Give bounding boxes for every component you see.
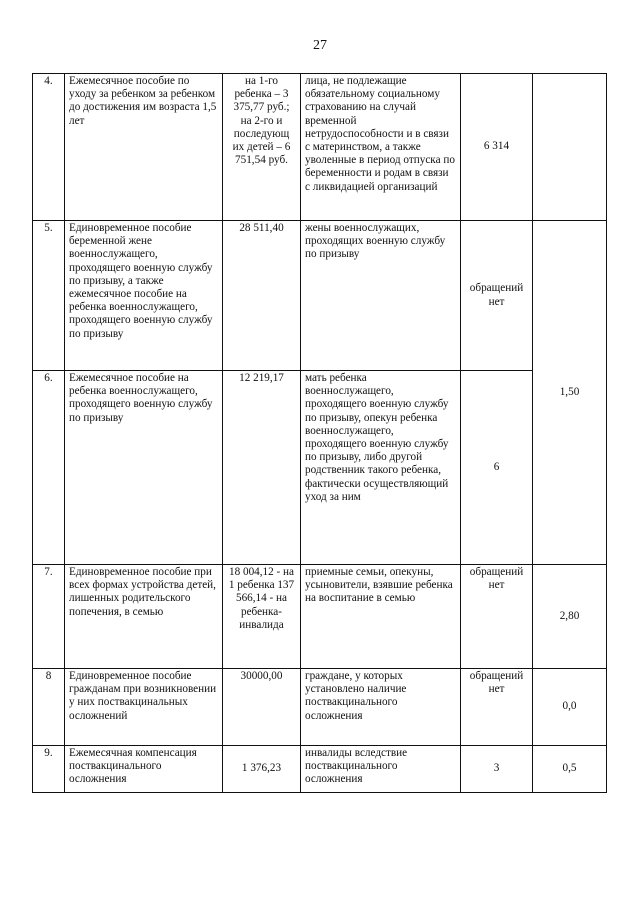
row-number: 6.: [33, 371, 65, 565]
benefits-table: [32, 73, 607, 793]
row-number: 5.: [33, 221, 65, 371]
row-number: 4.: [33, 74, 65, 221]
coefficient: 0,5: [533, 746, 607, 793]
benefit-amount: 12 219,17: [223, 371, 301, 565]
benefit-name: Ежемесячное пособие на ребенка военнослужащего, проходящего военную службу по призыву: [65, 371, 223, 565]
benefit-name: Ежемесячная компенсация поствакцинального осложнения: [65, 746, 223, 793]
benefit-amount: 28 511,40: [223, 221, 301, 371]
benefit-amount: 18 004,12 - на 1 ребенка 137 566,14 - на ребенка-инвалида: [223, 565, 301, 669]
recipients: лица, не подлежащие обязательному социальному страхованию на случай временной нетрудоспособности и в связи с материнством, а также уволенные в период отпуска по беременности и родам в связи с ликвидацией организаций: [301, 74, 461, 221]
table-row: [33, 221, 607, 371]
page-number: 27: [313, 38, 327, 53]
recipient-count: обращений нет: [461, 669, 533, 746]
recipients: жены военнослужащих, проходящих военную службу по призыву: [301, 221, 461, 371]
benefit-amount: 1 376,23: [223, 746, 301, 793]
benefit-name: Ежемесячное пособие по уходу за ребенком за ребенком до достижения им возраста 1,5 лет: [65, 74, 223, 221]
recipient-count: 3: [461, 746, 533, 793]
recipient-count: обращений нет: [461, 221, 533, 371]
row-number: 8: [33, 669, 65, 746]
recipients: граждане, у которых установлено наличие поствакцинального осложнения: [301, 669, 461, 746]
benefit-amount: 30000,00: [223, 669, 301, 746]
row-number: 9.: [33, 746, 65, 793]
coefficient: 2,80: [533, 565, 607, 669]
recipient-count: 6 314: [461, 74, 533, 221]
recipients: мать ребенка военнослужащего, проходящего военную службу по призыву, опекун ребенка военнослужащего, проходящего военную службу по призыву, либо другой родственник такого ребенка, фактически осуществляющий уход за ним: [301, 371, 461, 565]
recipients: инвалиды вследствие поствакцинального осложнения: [301, 746, 461, 793]
benefit-amount: на 1-го ребенка – 3 375,77 руб.; на 2-го и последующ их детей – 6 751,54 руб.: [223, 74, 301, 221]
benefit-name: Единовременное пособие при всех формах устройства детей, лишенных родительского попечения, в семью: [65, 565, 223, 669]
table-row: [33, 746, 607, 793]
table-row: [33, 371, 607, 565]
coefficient-empty: [533, 74, 607, 221]
table-row: [33, 565, 607, 669]
benefit-name: Единовременное пособие гражданам при возникновении у них поствакцинальных осложнений: [65, 669, 223, 746]
row-number: 7.: [33, 565, 65, 669]
recipient-count: обращений нет: [461, 565, 533, 669]
coefficient-merged: 1,50: [533, 221, 607, 565]
recipient-count: 6: [461, 371, 533, 565]
coefficient: 0,0: [533, 669, 607, 746]
recipients: приемные семьи, опекуны, усыновители, взявшие ребенка на воспитание в семью: [301, 565, 461, 669]
benefit-name: Единовременное пособие беременной жене военнослужащего, проходящего военную службу по призыву, а также ежемесячное пособие на ребенка военнослужащего, проходящего военную службу по призыву: [65, 221, 223, 371]
table-row: [33, 669, 607, 746]
table-row: [33, 74, 607, 221]
